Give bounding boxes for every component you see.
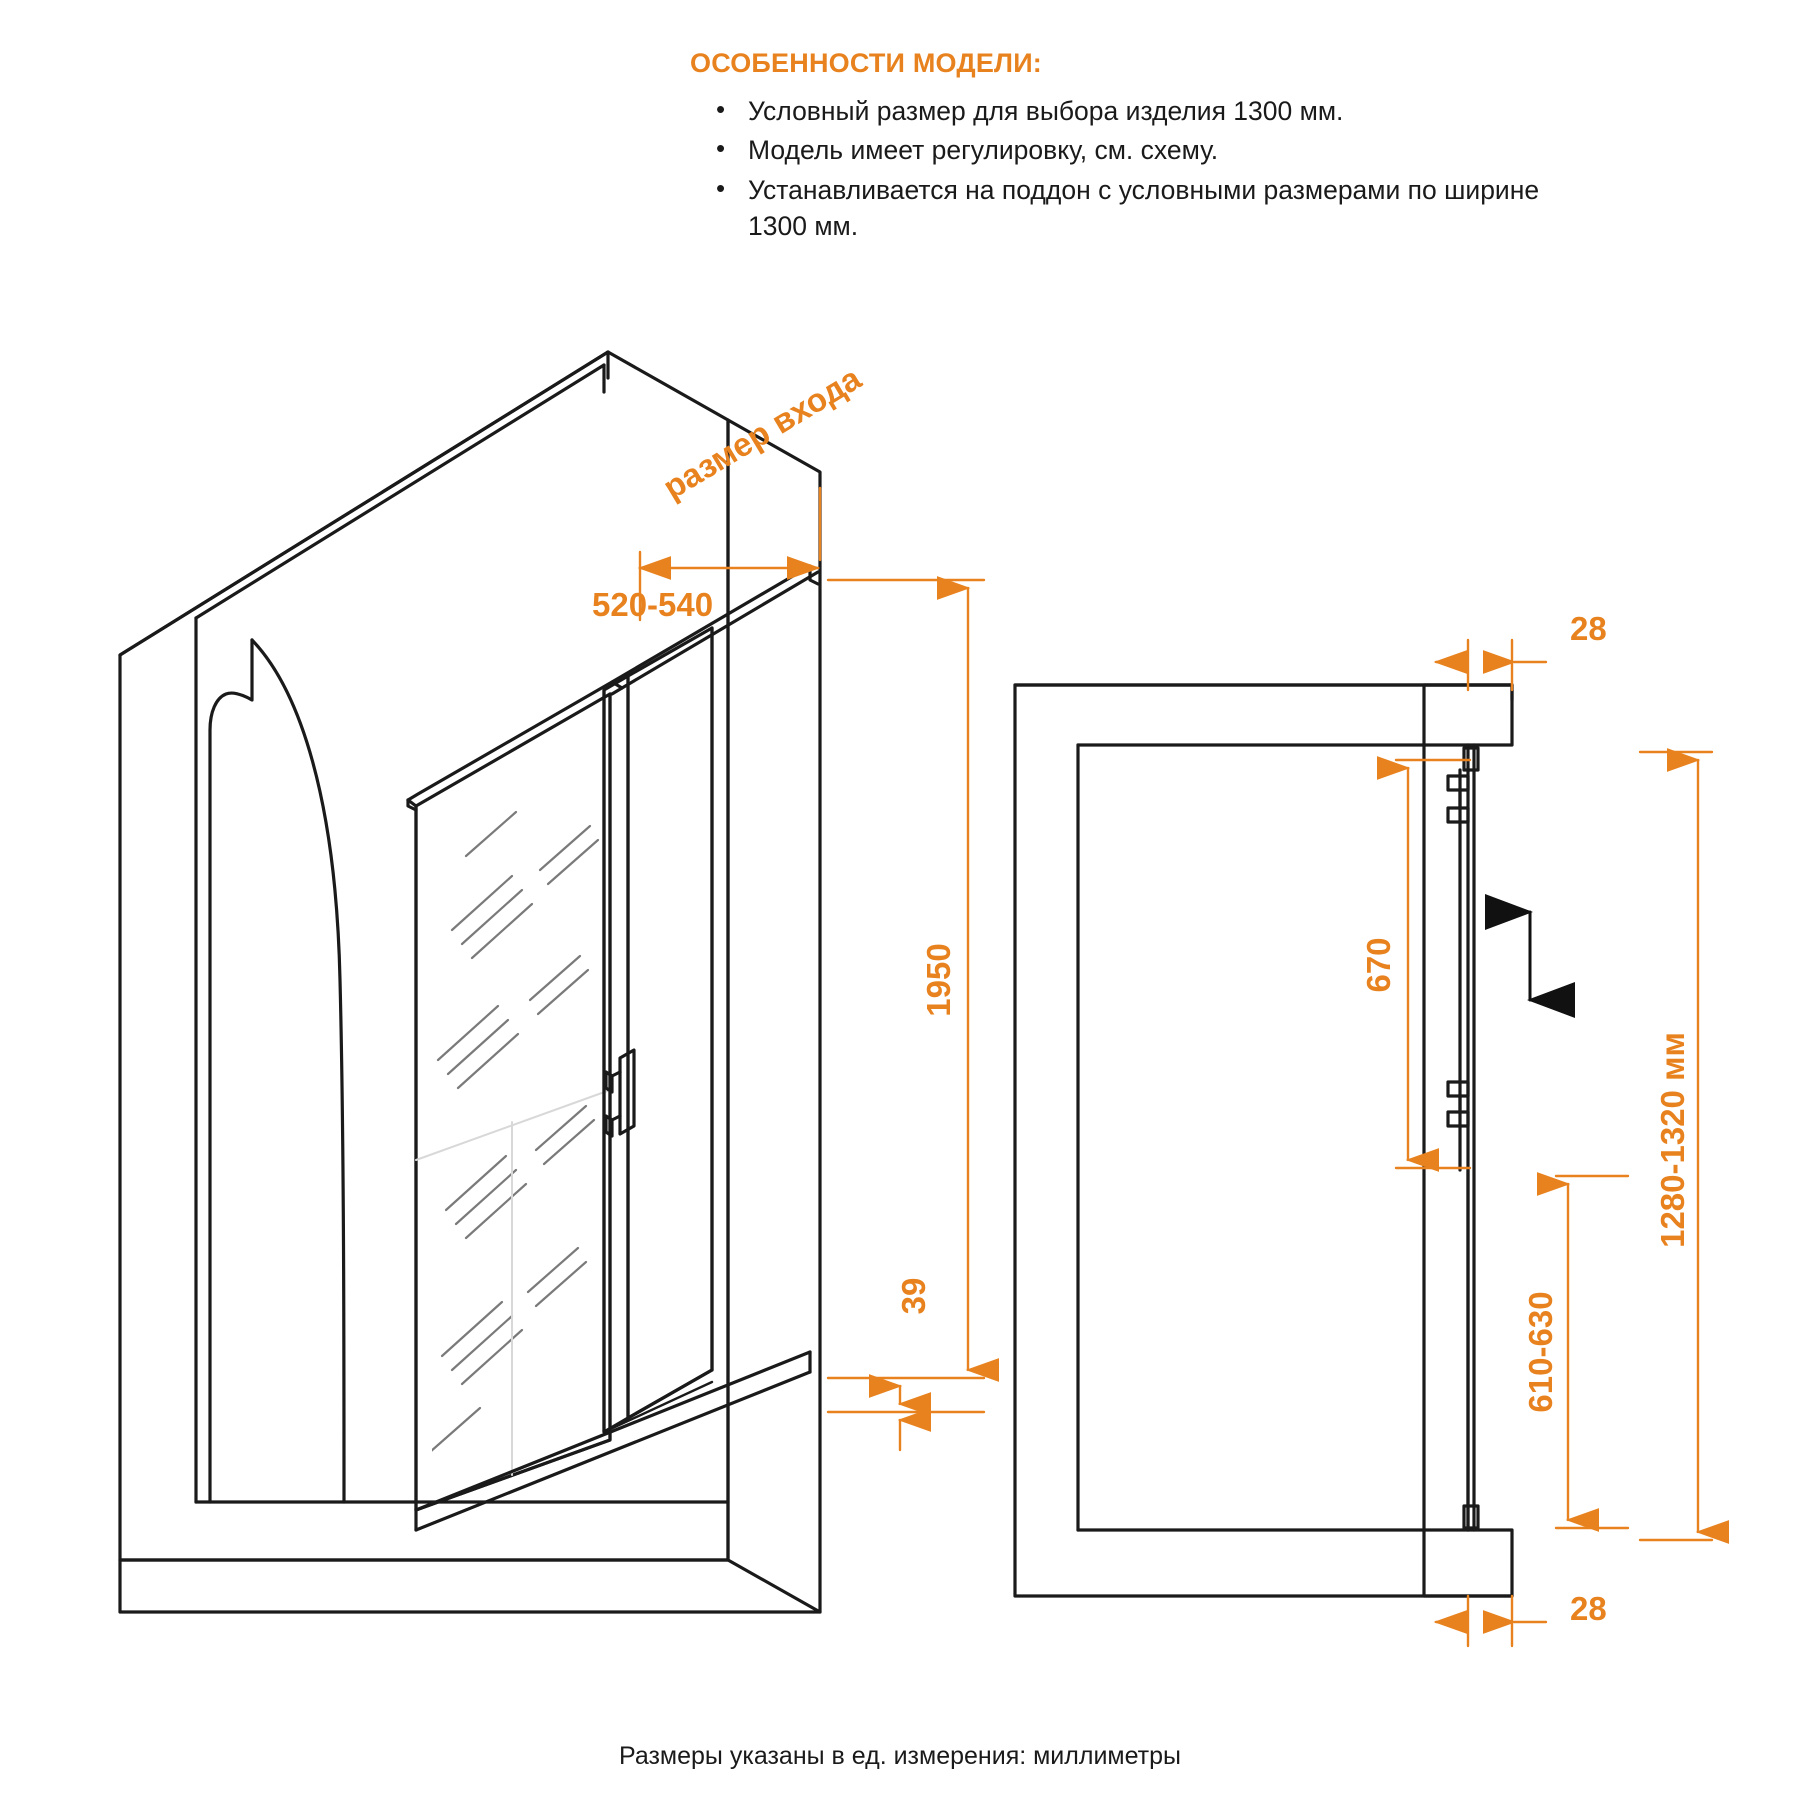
list-item: • Устанавливается на поддон с условными размерами по ширине 1300 мм. bbox=[748, 172, 1590, 245]
profile-top-value: 28 bbox=[1570, 610, 1607, 647]
features-title: ОСОБЕННОСТИ МОДЕЛИ: bbox=[690, 48, 1042, 78]
height-value: 1950 bbox=[920, 943, 957, 1017]
entrance-label: размер входа bbox=[656, 359, 868, 507]
total-value: 1280-1320 мм bbox=[1654, 1032, 1691, 1248]
niche-wall bbox=[120, 352, 728, 1560]
list-item: • Условный размер для выбора изделия 1300 мм. bbox=[748, 93, 1590, 129]
glass-panel-lines bbox=[416, 1090, 610, 1475]
profile-bottom-value: 28 bbox=[1570, 1590, 1607, 1627]
list-item: • Модель имеет регулировку, см. схему. bbox=[748, 132, 1590, 168]
top-view bbox=[1015, 685, 1512, 1596]
glass-hatching bbox=[430, 812, 598, 1452]
entrance-value: 520-540 bbox=[592, 586, 714, 623]
footer-note: Размеры указаны в ед. измерения: миллиметры bbox=[619, 1742, 1181, 1770]
fixed-glass-panel bbox=[408, 682, 622, 1510]
panel-value: 670 bbox=[1360, 937, 1397, 993]
door-value: 610-630 bbox=[1522, 1291, 1559, 1413]
top-rail bbox=[612, 566, 818, 688]
dimension-labels bbox=[592, 359, 1691, 1627]
bottom-gap-value: 39 bbox=[895, 1277, 932, 1315]
sliding-door-leaf bbox=[604, 628, 712, 1432]
